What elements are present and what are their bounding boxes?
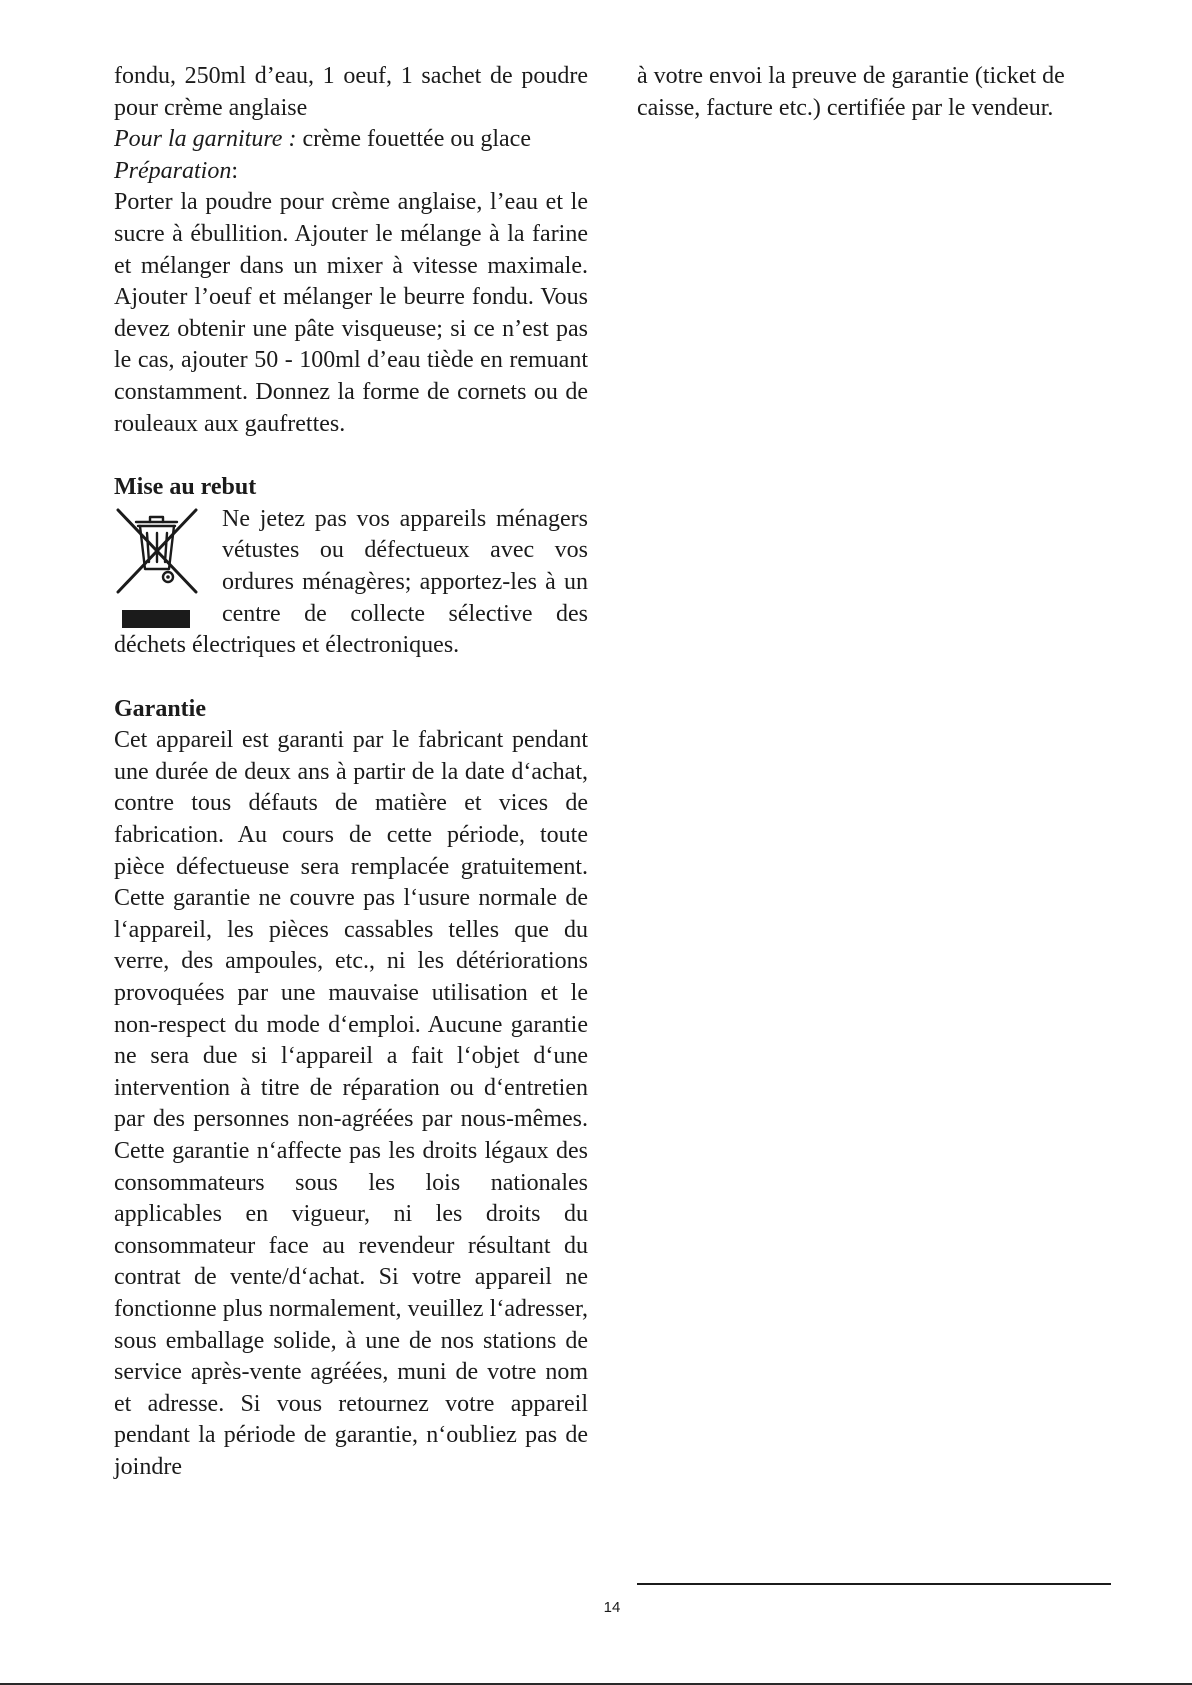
section-spacer (114, 662, 588, 694)
disposal-text: Ne jetez pas vos appareils ménagers vétustes ou défectueux avec vos ordures ménagères; apportez-les à un centre de collecte sélective des déchets électriques et électroniques. (114, 505, 588, 659)
preparation-colon: : (231, 157, 238, 184)
preparation-label: Préparation (114, 157, 232, 184)
preparation-text: Porter la poudre pour crème anglaise, l’eau et le sucre à ébullition. Ajouter le mélange à la farine et mélanger dans un mixer à vitesse maximale. Ajouter l’oeuf et mélanger le beurre fondu. Vous devez obtenir une pâte visqueuse; si ce n’est pas le cas, ajouter 50 - 100ml d’eau tiède en remuant constamment. Donnez la forme de cornets ou de rouleaux aux gaufrettes. (114, 189, 588, 437)
preparation-heading (114, 156, 588, 188)
page-number: 14 (603, 1599, 621, 1616)
crossed-out-wheelie-bin-icon (114, 504, 222, 630)
warranty-text: Cet appareil est garanti par le fabricant pendant une durée de deux ans à partir de la date d‘achat, contre tous défauts de matière et vices de fabrication. Au cours de cette période, toute pièce défectueuse sera remplacée gratuitement. Cette garantie ne couvre pas l‘usure normale de l‘appareil, les pièces cassables telles que du verre, des ampoules, etc., ni les détériorations provoquées par une mauvaise utilisation et le non-respect du mode d‘emploi. Aucune garantie ne sera due si l‘appareil a fait l‘objet d‘une intervention à titre de réparation ou d‘entretien par des personnes non-agréées par nous-mêmes. Cette garantie n‘affecte pas les droits légaux des consommateurs sous les lois nationales applicables en vigueur, ni les droits du consommateur face au revendeur résultant du contrat de vente/d‘achat. Si votre appareil ne fonctionne plus normalement, veuillez l‘adresser, sous emballage solide, à une de nos stations de service après-vente agréées, muni de votre nom et adresse. Si vous retournez votre appareil pendant la période de garantie, n‘oubliez pas de joindre (114, 727, 588, 1480)
garniture-line (114, 124, 588, 156)
disposal-heading: Mise au rebut (114, 474, 257, 501)
right-column (637, 61, 1111, 124)
footnote-rule (637, 1583, 1111, 1585)
left-column (114, 61, 588, 1484)
recipe-ingredients: fondu, 250ml d’eau, 1 oeuf, 1 sachet de poudre pour crème anglaise (114, 63, 588, 121)
warranty-text-continued: à votre envoi la preuve de garantie (ticket de caisse, facture etc.) certifiée par le vendeur. (637, 63, 1065, 121)
garniture-text: crème fouettée ou glace (296, 126, 531, 153)
section-spacer (114, 440, 588, 472)
warranty-heading: Garantie (114, 695, 206, 722)
garniture-label: Pour la garniture : (114, 126, 297, 153)
